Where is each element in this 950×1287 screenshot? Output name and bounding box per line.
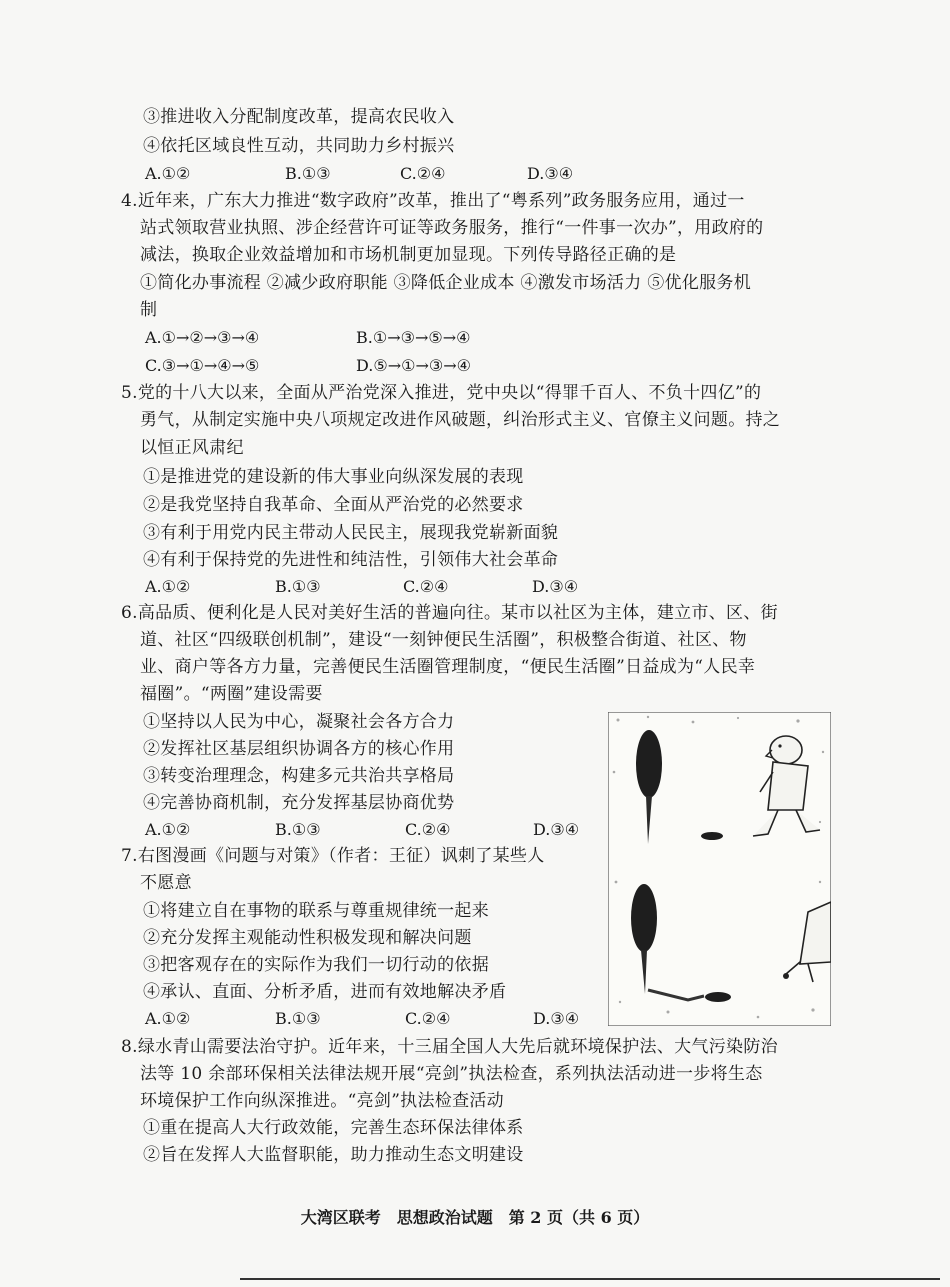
question-8-stem: 法等 10 余部环保相关法律法规开展“亮剑”执法检查，系列执法活动进一步将生态 — [140, 1064, 763, 1084]
question-8-stem: 8.绿水青山需要法治守护。近年来，十三届全国人大先后就环境保护法、大气污染防治 — [121, 1037, 778, 1057]
choice-b: B.①③ — [275, 577, 321, 596]
choice-b: B.①→③→⑤→④ — [356, 328, 471, 347]
choice-a: A.①② — [145, 577, 191, 596]
choice-c: C.③→①→④→⑤ — [145, 356, 260, 375]
question-5-stem: 5.党的十八大以来，全面从严治党深入推进，党中央以“得罪千百人、不负十四亿”的 — [121, 383, 762, 403]
question-6-option: ③转变治理理念，构建多元共治共享格局 — [143, 766, 455, 786]
bottom-edge-rule — [240, 1278, 940, 1280]
choice-a: A.①② — [145, 164, 191, 183]
cartoon-illustration — [608, 712, 831, 1026]
choice-c: C.②④ — [403, 577, 449, 596]
question-8-option: ①重在提高人大行政效能，完善生态环保法律体系 — [143, 1118, 524, 1138]
choice-d: D.③④ — [533, 1009, 580, 1028]
choice-a: A.①② — [145, 1009, 191, 1028]
question-6-stem: 业、商户等各方力量，完善便民生活圈管理制度，“便民生活圈”日益成为“人民幸 — [140, 657, 756, 677]
option-line: ③推进收入分配制度改革，提高农民收入 — [143, 107, 455, 127]
question-6-option: ①坚持以人民为中心，凝聚社会各方合力 — [143, 712, 455, 732]
question-4-stem: 减法，换取企业效益增加和市场机制更加显现。下列传导路径正确的是 — [140, 245, 677, 265]
question-4-stem: 4.近年来，广东大力推进“数字政府”改革，推出了“粤系列”政务服务应用，通过一 — [121, 191, 745, 211]
option-line: ④依托区域良性互动，共同助力乡村振兴 — [143, 136, 455, 156]
question-4-options: 制 — [140, 300, 158, 320]
question-5-stem: 勇气，从制定实施中央八项规定改进作风破题，纠治形式主义、官僚主义问题。持之 — [140, 410, 781, 430]
question-7-option: ①将建立自在事物的联系与尊重规律统一起来 — [143, 901, 489, 921]
question-5-option: ④有利于保持党的先进性和纯洁性，引领伟大社会革命 — [143, 550, 559, 570]
question-6-option: ④完善协商机制，充分发挥基层协商优势 — [143, 793, 455, 813]
choice-c: C.②④ — [405, 1009, 451, 1028]
question-7-option: ③把客观存在的实际作为我们一切行动的依据 — [143, 955, 489, 975]
choice-b: B.①③ — [275, 1009, 321, 1028]
choice-d: D.③④ — [532, 577, 579, 596]
choice-c: C.②④ — [400, 164, 446, 183]
question-7-option: ②充分发挥主观能动性积极发现和解决问题 — [143, 928, 472, 948]
question-4-stem: 站式领取营业执照、涉企经营许可证等政务服务，推行“一件事一次办”，用政府的 — [140, 218, 764, 238]
question-5-option: ③有利于用党内民主带动人民民主，展现我党崭新面貌 — [143, 523, 559, 543]
question-8-stem: 环境保护工作向纵深推进。“亮剑”执法检查活动 — [140, 1091, 504, 1111]
question-6-stem: 福圈”。“两圈”建设需要 — [140, 684, 323, 704]
question-6-option: ②发挥社区基层组织协调各方的核心作用 — [143, 739, 455, 759]
question-6-stem: 6.高品质、便利化是人民对美好生活的普遍向往。某市以社区为主体，建立市、区、街 — [121, 603, 778, 623]
choice-a: A.①→②→③→④ — [145, 328, 260, 347]
question-4-options: ①简化办事流程 ②减少政府职能 ③降低企业成本 ④激发市场活力 ⑤优化服务机 — [140, 273, 752, 293]
choice-a: A.①② — [145, 820, 191, 839]
choice-b: B.①③ — [275, 820, 321, 839]
choice-c: C.②④ — [405, 820, 451, 839]
page-footer: 大湾区联考 思想政治试题 第 2 页（共 6 页） — [300, 1208, 650, 1227]
question-5-option: ②是我党坚持自我革命、全面从严治党的必然要求 — [143, 495, 524, 515]
choice-d: D.⑤→①→③→④ — [356, 356, 471, 375]
choice-b: B.①③ — [285, 164, 331, 183]
choice-d: D.③④ — [533, 820, 580, 839]
question-7-stem: 不愿意 — [140, 873, 192, 893]
choice-d: D.③④ — [527, 164, 574, 183]
question-7-option: ④承认、直面、分析矛盾，进而有效地解决矛盾 — [143, 982, 507, 1002]
question-5-stem: 以恒正风肃纪 — [140, 438, 244, 458]
question-7-stem: 7.右图漫画《问题与对策》（作者：王征）讽刺了某些人 — [121, 846, 545, 866]
question-6-stem: 道、社区“四级联创机制”，建设“一刻钟便民生活圈”，积极整合街道、社区、物 — [140, 630, 747, 650]
question-8-option: ②旨在发挥人大监督职能，助力推动生态文明建设 — [143, 1145, 524, 1165]
question-5-option: ①是推进党的建设新的伟大事业向纵深发展的表现 — [143, 467, 524, 487]
